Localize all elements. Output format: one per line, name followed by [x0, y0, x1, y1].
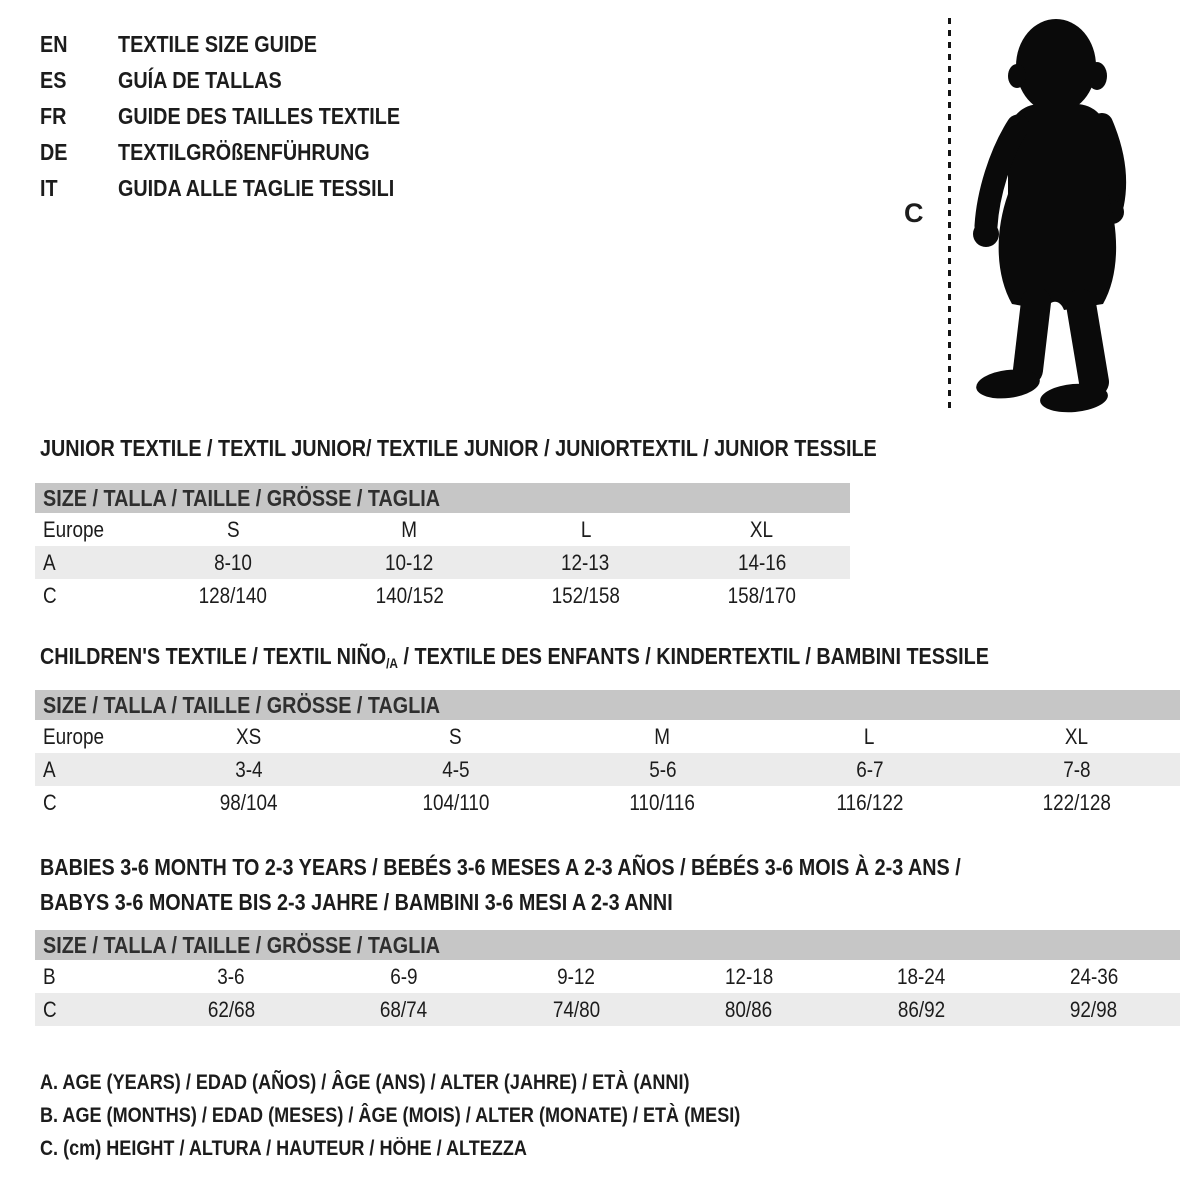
guide-title: GUIDE DES TAILLES TEXTILE [118, 102, 401, 129]
row-label: C [43, 789, 57, 815]
size-cell: L [864, 723, 875, 749]
table-header: SIZE / TALLA / TAILLE / GRÖSSE / TAGLIA [35, 690, 1180, 720]
table-header: SIZE / TALLA / TAILLE / GRÖSSE / TAGLIA [35, 483, 850, 513]
language-row [40, 170, 446, 206]
age-cell: 4-5 [441, 756, 470, 782]
size-cell: L [580, 516, 591, 542]
row-label: Europe [43, 516, 105, 542]
row-label: C [43, 996, 57, 1022]
age-cell: 3-6 [217, 963, 245, 989]
size-cell: M [401, 516, 418, 542]
table-row [35, 960, 1180, 993]
height-cell: 152/158 [551, 582, 620, 608]
measure-legend [40, 1066, 854, 1165]
age-cell: 6-9 [390, 963, 418, 989]
height-cell: 140/152 [375, 582, 444, 608]
height-cell: 104/110 [422, 789, 489, 815]
legend-line-c: C. (cm) HEIGHT / ALTURA / HAUTEUR / HÖHE / ALTEZZA [40, 1136, 527, 1160]
table-row [35, 546, 850, 579]
language-row [40, 98, 446, 134]
table-header: SIZE / TALLA / TAILLE / GRÖSSE / TAGLIA [35, 930, 1180, 960]
language-code: EN [40, 30, 68, 57]
age-cell: 12-13 [561, 549, 610, 575]
nino-a-subscript: /A [386, 655, 399, 671]
legend-line-a: A. AGE (YEARS) / EDAD (AÑOS) / ÂGE (ANS) / ALTER (JAHRE) / ETÀ (ANNI) [40, 1070, 690, 1094]
table-row [35, 786, 1180, 819]
height-cell: 98/104 [219, 789, 278, 815]
guide-title: GUIDA ALLE TAGLIE TESSILI [118, 174, 395, 201]
guide-title: GUÍA DE TALLAS [118, 66, 282, 93]
guide-title: TEXTILE SIZE GUIDE [118, 30, 317, 57]
height-measure-figure [896, 0, 1156, 430]
table-row [35, 579, 850, 612]
table-row [35, 720, 1180, 753]
junior-size-table [35, 483, 850, 612]
size-cell: S [449, 723, 462, 749]
row-label: C [43, 582, 57, 608]
language-code: DE [40, 138, 68, 165]
height-cell: 122/128 [1042, 789, 1111, 815]
table-row [35, 753, 1180, 786]
height-measure-dashed-line [948, 18, 951, 414]
age-cell: 10-12 [385, 549, 434, 575]
height-cell: 86/92 [897, 996, 945, 1022]
age-cell: 14-16 [737, 549, 787, 575]
children-section-title: CHILDREN'S TEXTILE / TEXTIL NIÑO/A / TEXTILE DES ENFANTS / KINDERTEXTIL / BAMBINI TESSILE [40, 643, 989, 671]
size-cell: M [654, 723, 671, 749]
language-code: ES [40, 66, 67, 93]
age-cell: 18-24 [897, 963, 946, 989]
language-row [40, 26, 446, 62]
row-label: Europe [43, 723, 105, 749]
children-size-table [35, 690, 1180, 819]
age-cell: 5-6 [648, 756, 677, 782]
size-cell: XS [235, 723, 262, 749]
table-row [35, 993, 1180, 1026]
height-cell: 128/140 [198, 582, 268, 608]
height-cell: 80/86 [725, 996, 773, 1022]
height-cell: 92/98 [1070, 996, 1118, 1022]
table-row [35, 513, 850, 546]
language-row [40, 134, 446, 170]
age-cell: 24-36 [1069, 963, 1118, 989]
row-label: B [43, 963, 56, 989]
toddler-silhouette-icon [956, 14, 1146, 414]
height-measure-label: C [904, 198, 924, 228]
size-cell: XL [1064, 723, 1089, 749]
age-cell: 6-7 [855, 756, 884, 782]
age-cell: 7-8 [1062, 756, 1091, 782]
guide-title: TEXTILGRÖßENFÜHRUNG [118, 138, 370, 165]
size-cell: S [226, 516, 240, 542]
age-cell: 8-10 [214, 549, 253, 575]
legend-line-b: B. AGE (MONTHS) / EDAD (MESES) / ÂGE (MOIS) / ALTER (MONATE) / ETÀ (MESI) [40, 1103, 741, 1127]
age-cell: 3-4 [234, 756, 263, 782]
babies-section-title: BABIES 3-6 MONTH TO 2-3 YEARS / BEBÉS 3-6 MESES A 2-3 AÑOS / BÉBÉS 3-6 MOIS À 2-3 ANS / BABYS 3-6 MONATE BIS 2-3 JAHRE / BAMBINI 3-6 MESI A 2-3 ANNI [40, 854, 961, 915]
age-cell: 9-12 [557, 963, 596, 989]
height-cell: 110/116 [629, 789, 696, 815]
row-label: A [43, 549, 56, 575]
language-title-list [40, 26, 446, 206]
junior-section-title: JUNIOR TEXTILE / TEXTIL JUNIOR/ TEXTILE JUNIOR / JUNIORTEXTIL / JUNIOR TESSILE [40, 435, 877, 461]
babies-size-table [35, 930, 1180, 1026]
height-cell: 74/80 [552, 996, 600, 1022]
language-code: IT [40, 174, 58, 201]
height-cell: 68/74 [380, 996, 428, 1022]
height-cell: 62/68 [207, 996, 255, 1022]
row-label: A [43, 756, 56, 782]
height-cell: 116/122 [836, 789, 903, 815]
age-cell: 12-18 [724, 963, 773, 989]
language-code: FR [40, 102, 67, 129]
size-cell: XL [750, 516, 774, 542]
height-cell: 158/170 [727, 582, 797, 608]
language-row [40, 62, 446, 98]
